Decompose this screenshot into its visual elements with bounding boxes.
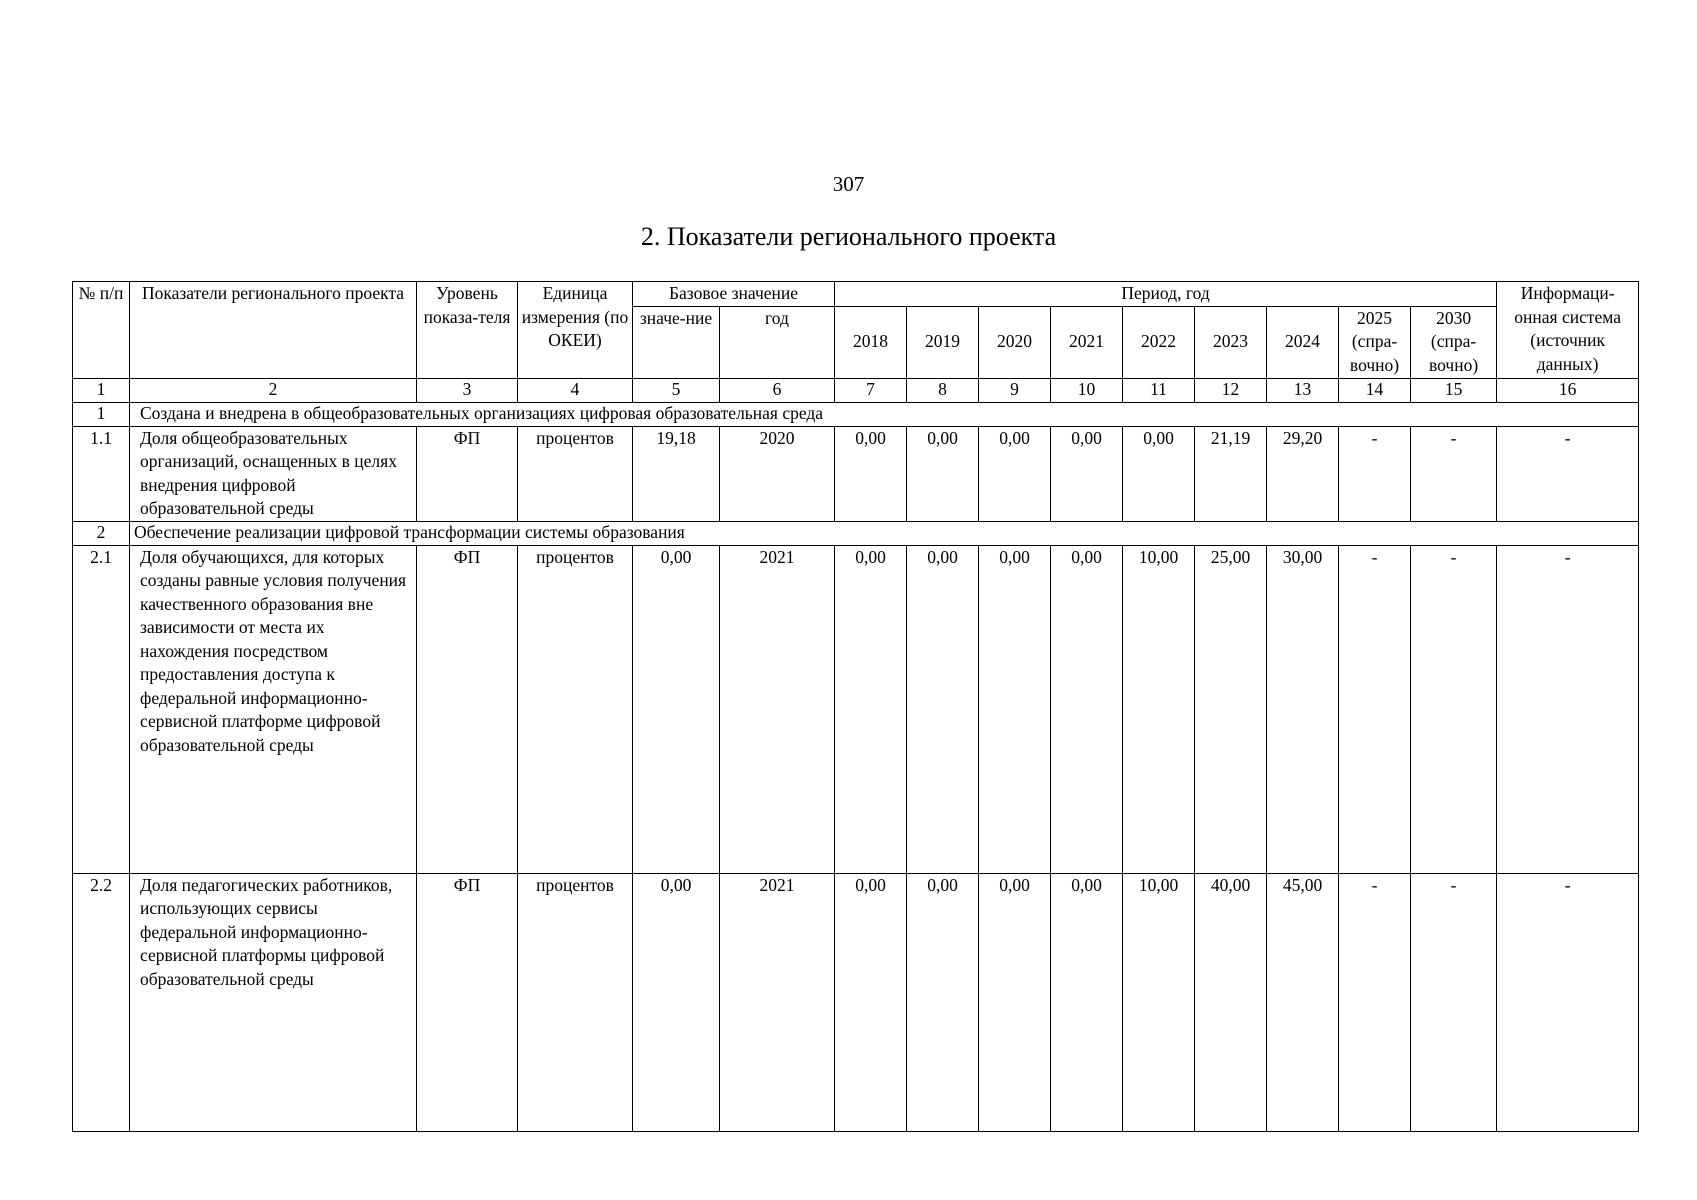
year-value: 0,00 <box>907 873 979 1131</box>
year-value: 21,19 <box>1195 426 1267 521</box>
year-value: 0,00 <box>979 545 1051 873</box>
column-number: 3 <box>417 378 518 402</box>
base-year: 2021 <box>720 873 835 1131</box>
header-year: 2022 <box>1123 306 1195 378</box>
header-base: Базовое значение <box>633 282 835 307</box>
indicator-name: Доля общеобразовательных организаций, оснащенных в целях внедрения цифровой образовательной среды <box>130 426 417 521</box>
value-2030: - <box>1411 545 1497 873</box>
column-number: 16 <box>1497 378 1639 402</box>
year-value: 45,00 <box>1267 873 1339 1131</box>
column-number: 11 <box>1123 378 1195 402</box>
column-number: 6 <box>720 378 835 402</box>
header-year: 2021 <box>1051 306 1123 378</box>
base-year: 2021 <box>720 545 835 873</box>
value-2025: - <box>1339 426 1411 521</box>
value-2025: - <box>1339 873 1411 1131</box>
year-value: 0,00 <box>1051 545 1123 873</box>
year-value: 0,00 <box>835 873 907 1131</box>
header-num: № п/п <box>73 282 130 379</box>
column-number: 13 <box>1267 378 1339 402</box>
base-year: 2020 <box>720 426 835 521</box>
column-number: 12 <box>1195 378 1267 402</box>
header-period: Период, год <box>835 282 1497 307</box>
year-value: 0,00 <box>835 545 907 873</box>
column-number: 10 <box>1051 378 1123 402</box>
value-2030: - <box>1411 426 1497 521</box>
indicator-name: Доля обучающихся, для которых созданы равные условия получения качественного образования вне зависимости от места их нахождения посредством предоставления доступа к федеральной информационно-сервисной платформе цифровой образовательной среды <box>130 545 417 873</box>
row-number: 2.2 <box>73 873 130 1131</box>
section-number: 2 <box>73 521 130 545</box>
header-level: Уровень показа-теля <box>417 282 518 379</box>
column-number: 15 <box>1411 378 1497 402</box>
info-system: - <box>1497 873 1639 1131</box>
indicator-unit: процентов <box>518 873 633 1131</box>
year-value: 40,00 <box>1195 873 1267 1131</box>
section-title-cell: Создана и внедрена в общеобразовательных организациях цифровая образовательная среда <box>130 402 1639 426</box>
year-value: 10,00 <box>1123 545 1195 873</box>
indicator-unit: процентов <box>518 545 633 873</box>
year-value: 25,00 <box>1195 545 1267 873</box>
indicator-unit: процентов <box>518 426 633 521</box>
indicator-level: ФП <box>417 873 518 1131</box>
year-value: 0,00 <box>835 426 907 521</box>
year-value: 10,00 <box>1123 873 1195 1131</box>
header-year-2030: 2030 (спра-вочно) <box>1411 306 1497 378</box>
table-row <box>73 426 1639 521</box>
indicator-name: Доля педагогических работников, использующих сервисы федеральной информационно-сервисной платформы цифровой образовательной среды <box>130 873 417 1131</box>
value-2025: - <box>1339 545 1411 873</box>
info-system: - <box>1497 426 1639 521</box>
header-year: 2018 <box>835 306 907 378</box>
row-number: 2.1 <box>73 545 130 873</box>
header-year: 2020 <box>979 306 1051 378</box>
indicator-level: ФП <box>417 426 518 521</box>
table-row <box>73 873 1639 1131</box>
year-value: 0,00 <box>1123 426 1195 521</box>
column-number: 1 <box>73 378 130 402</box>
value-2030: - <box>1411 873 1497 1131</box>
year-value: 30,00 <box>1267 545 1339 873</box>
year-value: 0,00 <box>979 873 1051 1131</box>
column-number: 14 <box>1339 378 1411 402</box>
column-numbers-row <box>73 378 1639 402</box>
header-year: 2023 <box>1195 306 1267 378</box>
section-row <box>73 402 1639 426</box>
indicators-table <box>72 281 1639 1132</box>
column-number: 8 <box>907 378 979 402</box>
table-row <box>73 545 1639 873</box>
header-row-top <box>73 282 1639 307</box>
column-number: 2 <box>130 378 417 402</box>
year-value: 0,00 <box>1051 426 1123 521</box>
header-indicator: Показатели регионального проекта <box>130 282 417 379</box>
section-row <box>73 521 1639 545</box>
header-base-value: значе-ние <box>633 306 720 378</box>
year-value: 0,00 <box>907 426 979 521</box>
indicator-level: ФП <box>417 545 518 873</box>
column-number: 7 <box>835 378 907 402</box>
header-year: 2019 <box>907 306 979 378</box>
section-title-cell: Обеспечение реализации цифровой трансформации системы образования <box>130 521 1639 545</box>
info-system: - <box>1497 545 1639 873</box>
year-value: 0,00 <box>979 426 1051 521</box>
header-unit: Единица измерения (по ОКЕИ) <box>518 282 633 379</box>
column-number: 5 <box>633 378 720 402</box>
header-year-2025: 2025 (спра-вочно) <box>1339 306 1411 378</box>
page-number: 307 <box>832 172 865 196</box>
base-value: 19,18 <box>633 426 720 521</box>
year-value: 0,00 <box>1051 873 1123 1131</box>
base-value: 0,00 <box>633 873 720 1131</box>
section-number: 1 <box>73 402 130 426</box>
column-number: 9 <box>979 378 1051 402</box>
header-base-year: год <box>720 306 835 378</box>
section-title: 2. Показатели регионального проекта <box>640 222 1057 251</box>
row-number: 1.1 <box>73 426 130 521</box>
year-value: 29,20 <box>1267 426 1339 521</box>
column-number: 4 <box>518 378 633 402</box>
header-year: 2024 <box>1267 306 1339 378</box>
base-value: 0,00 <box>633 545 720 873</box>
header-info-system: Информаци-онная система (источник данных) <box>1497 282 1639 379</box>
year-value: 0,00 <box>907 545 979 873</box>
